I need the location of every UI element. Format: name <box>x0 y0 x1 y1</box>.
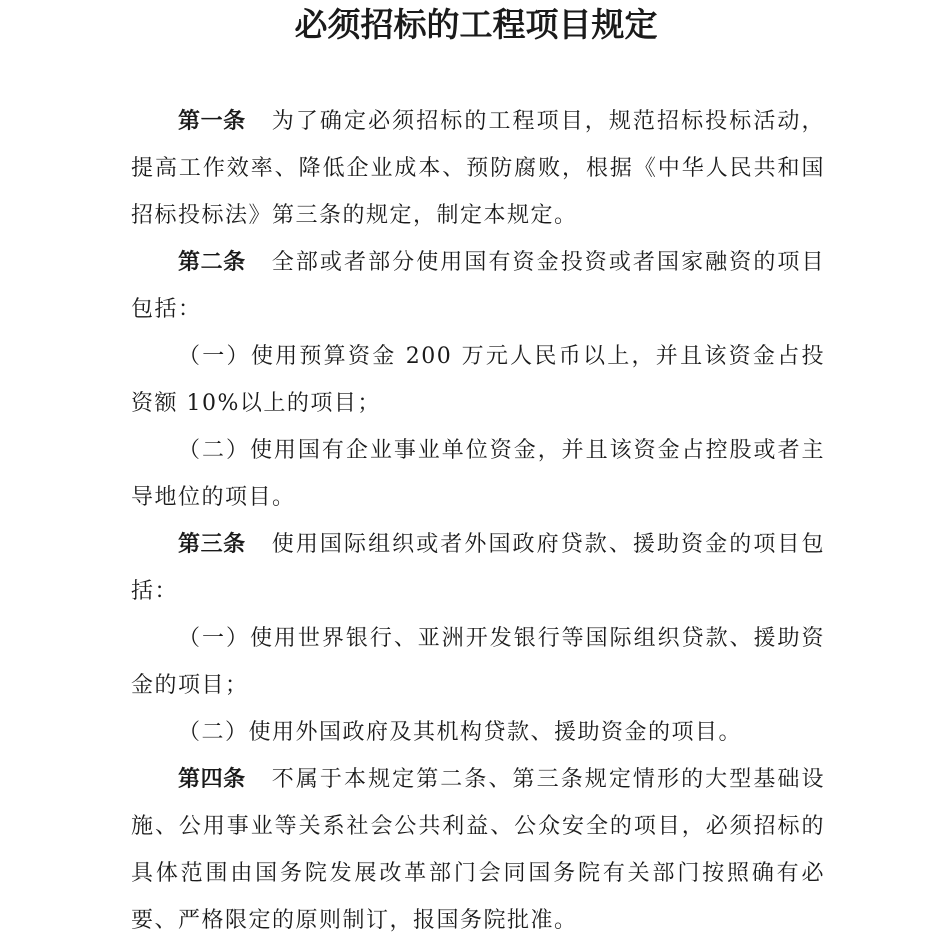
article-text: 使用国际组织或者外国政府贷款、援助资金的项目包括： <box>131 532 825 604</box>
article-text: 全部或者部分使用国有资金投资或者国家融资的项目包括： <box>131 250 825 322</box>
article-label: 第一条 <box>178 108 246 134</box>
article-text: 为了确定必须招标的工程项目，规范招标投标活动，提高工作效率、降低企业成本、预防腐败，根据《中华人民共和国招标投标法》第三条的规定，制定本规定。 <box>131 109 825 228</box>
article-1 <box>131 98 825 239</box>
item-text: （二）使用外国政府及其机构贷款、援助资金的项目。 <box>178 720 743 745</box>
article-label: 第二条 <box>178 249 246 275</box>
article-text: 不属于本规定第二条、第三条规定情形的大型基础设施、公用事业等关系社会公共利益、公众安全的项目，必须招标的具体范围由国务院发展改革部门会同国务院有关部门按照确有必要、严格限定的原则制订，报国务院批准。 <box>131 767 825 933</box>
article-2-item-2 <box>131 427 825 521</box>
article-2-item-1 <box>131 333 825 427</box>
article-3-item-1 <box>131 615 825 709</box>
article-4 <box>131 756 825 944</box>
article-3-item-2 <box>131 709 825 756</box>
document-title: 必须招标的工程项目规定 <box>294 5 658 44</box>
article-3 <box>131 521 825 615</box>
document-body <box>131 98 825 944</box>
article-2 <box>131 239 825 333</box>
article-label: 第四条 <box>178 766 246 792</box>
item-text: （一）使用世界银行、亚洲开发银行等国际组织贷款、援助资金的项目； <box>131 626 825 698</box>
article-label: 第三条 <box>178 531 246 557</box>
item-text: （二）使用国有企业事业单位资金，并且该资金占控股或者主导地位的项目。 <box>131 438 825 510</box>
item-text: （一）使用预算资金 200 万元人民币以上，并且该资金占投资额 10%以上的项目； <box>131 344 825 416</box>
